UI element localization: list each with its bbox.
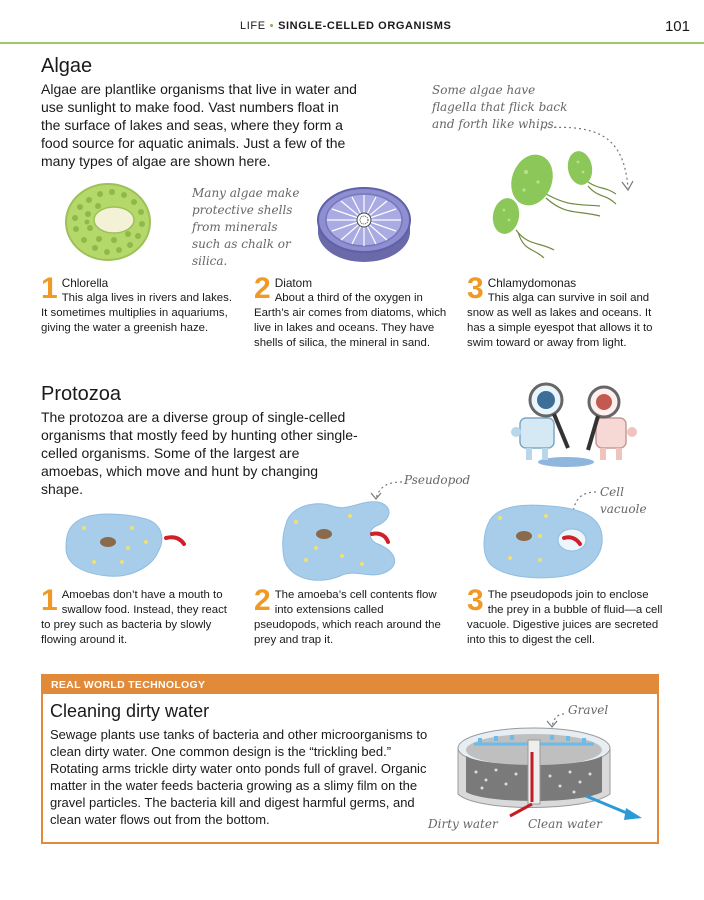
flagella-pointer-arrow — [540, 118, 640, 198]
page-number: 101 — [664, 18, 690, 35]
item-number: 1 — [41, 584, 58, 617]
protozoa-item-3 — [467, 584, 665, 648]
protozoa-item-2 — [254, 584, 444, 648]
item-number: 1 — [41, 272, 58, 305]
robots-with-magnifiers-illustration — [508, 378, 648, 472]
item-title: Chlorella — [61, 276, 109, 290]
protozoa-heading: Protozoa — [41, 383, 122, 405]
pseudopod-label: Pseudopod — [404, 473, 471, 487]
algae-heading: Algae — [41, 55, 93, 77]
item-text: The pseudopods join to enclose the prey in a bubble of fluid—a cell vacuole. Digestive juices are secreted into this to digest the cell. — [467, 589, 663, 646]
algae-item-1 — [41, 272, 237, 336]
protozoa-item-1 — [41, 584, 237, 648]
section-label: LIFE — [240, 20, 266, 32]
algae-intro: Algae are plantlike organisms that live in water and use sunlight to make food. Vast numbers float in the surface of lakes and seas, where they form a food source for aquatic animals. Just a few of the many types of algae are shown here. — [41, 81, 357, 169]
item-number: 3 — [467, 272, 484, 305]
amoeba-stage-3-illustration — [480, 496, 610, 586]
item-number: 3 — [467, 584, 484, 617]
flagella-note: Some algae have flagella that flick back and forth like whips. — [432, 83, 568, 131]
chapter-label: SINGLE-CELLED ORGANISMS — [278, 20, 452, 32]
bullet-dot: • — [269, 20, 275, 32]
running-head — [240, 20, 500, 32]
item-text: This alga lives in rivers and lakes. It sometimes multiplies in aquariums, giving the water a greenish haze. — [41, 292, 232, 334]
algae-item-2 — [254, 272, 456, 351]
real-world-title: Cleaning dirty water — [50, 701, 210, 721]
item-number: 2 — [254, 272, 271, 305]
diatom-illustration — [310, 180, 418, 268]
real-world-label: REAL WORLD TECHNOLOGY — [43, 676, 657, 694]
real-world-text: Sewage plants use tanks of bacteria and other microorganisms to clean dirty water. One common design is the “trickling bed.” Rotating arms trickle dirty water onto ponds full of gravel. Organic matter in the water feeds bacteria growing as a slimy film on the gravel particles. The bacteria kill and digest harmful germs, and clean water flows out from the bottom. — [50, 727, 428, 827]
amoeba-stage-1-illustration — [62, 508, 192, 584]
shells-note: Many algae make protective shells from minerals such as chalk or silica. — [192, 186, 300, 268]
item-number: 2 — [254, 584, 271, 617]
algae-item-3 — [467, 272, 665, 351]
cell-vacuole-label: Cell vacuole — [600, 485, 647, 516]
header-rule — [0, 42, 704, 44]
item-text: The amoeba’s cell contents flow into extensions called pseudopods, which reach around the prey and trap it. — [254, 589, 441, 646]
gravel-label: Gravel — [568, 703, 609, 717]
item-text: Amoebas don’t have a mouth to swallow food. Instead, they react to prey such as bacteria by slowly flowing around it. — [41, 589, 227, 646]
clean-water-label: Clean water — [528, 817, 602, 831]
amoeba-stage-2-illustration — [276, 494, 412, 590]
item-text: About a third of the oxygen in Earth’s air comes from diatoms, which live in lakes and oceans. They have shells of silica, the mineral in sand. — [254, 292, 447, 349]
item-title: Diatom — [274, 276, 313, 290]
chlorella-illustration — [62, 182, 154, 262]
dirty-water-label: Dirty water — [428, 817, 498, 831]
trickling-bed-illustration — [446, 712, 652, 824]
protozoa-intro: The protozoa are a diverse group of single-celled organisms that mostly feed by hunting other single-celled organisms. Some of the largest are amoebas, which move and hunt by changing shape. — [41, 409, 358, 497]
item-text: This alga can survive in soil and snow as well as lakes and oceans. It has a simple eyespot that allows it to swim toward or away from light. — [467, 292, 653, 349]
item-title: Chlamydomonas — [487, 276, 577, 290]
